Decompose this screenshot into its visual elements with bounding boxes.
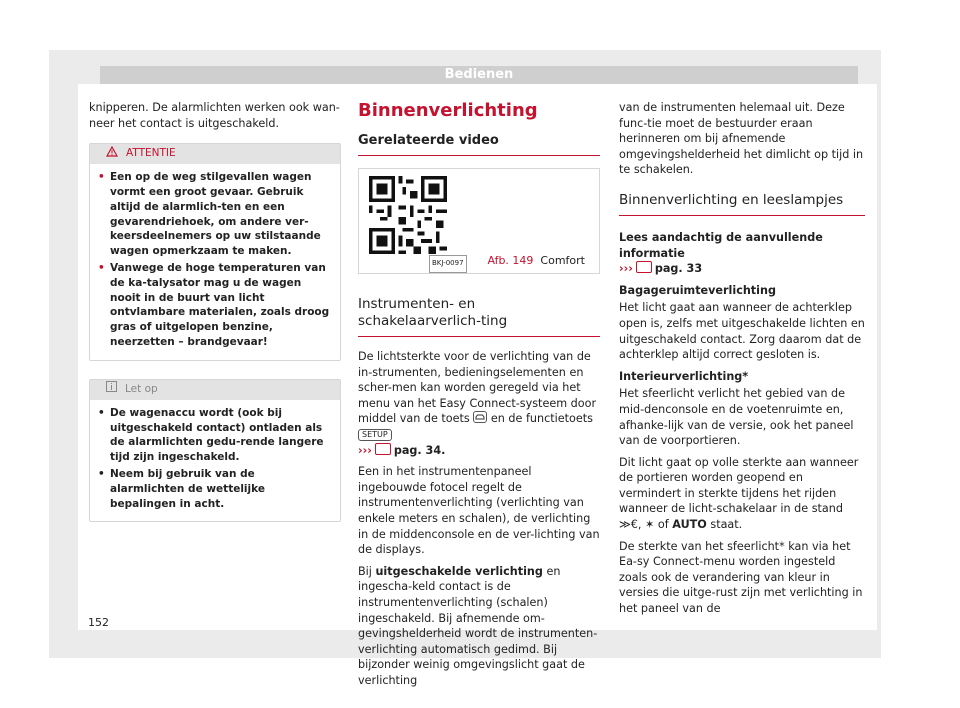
warning-body (90, 164, 340, 360)
warning-box (89, 143, 341, 361)
side-light-icon: ✶ (644, 518, 655, 532)
attention-paragraph: Lees aandachtig de aanvullende informatie ››› pag. 33 (619, 230, 823, 276)
dipped-beam-icon: ≫€, (619, 518, 642, 532)
note-title: Let op (125, 382, 158, 395)
setup-key: SETUP (358, 429, 392, 441)
info-icon (106, 381, 117, 398)
subheading: Interieurverlichting* (619, 369, 749, 383)
qr-code[interactable] (369, 176, 447, 254)
column-1 (89, 100, 341, 522)
note-box (89, 379, 341, 523)
note-header (90, 380, 340, 400)
paragraph: Een in het instrumentenpaneel ingebouwde fotocel regelt de instrumentenverlichting (verlichting van enkele meters en schalen), de verlichting in de middenconsole en de ver-lichting van de displays. (358, 465, 600, 557)
paragraph: Dit licht gaat op volle sterkte aan wanneer de portieren worden geopend en vermindert in sterkte tijdens het rijden wanneer de licht-schakelaar in de stand ≫€, ✶ of AUTO staat. (619, 455, 859, 532)
paragraph: Het sfeerlicht verlicht het gebied van de mid-denconsole en de voetenruimte en, afhanke-lijk van de versie, ook het paneel van de voorportieren. (619, 387, 854, 448)
ref-arrow-icon: ››› (358, 443, 372, 457)
ref-arrow-icon: ››› (619, 262, 633, 276)
figure-code: BKJ-0097 (429, 255, 467, 273)
subheading: Binnenverlichting en leeslampjes (619, 192, 865, 216)
main-heading: Binnenverlichting (358, 100, 538, 121)
column-3 (619, 100, 865, 623)
book-icon (375, 443, 391, 455)
book-icon (636, 261, 652, 273)
warning-header (90, 144, 340, 164)
warning-item: • Een op de weg stilgevallen wagen vormt een groot gevaar. Gebruik altijd de alarmlich-ten en een gevarendriehoek, om andere ver-keersdeelnemers op uw stilstaande wagen opmerkzaam te maken. (98, 171, 321, 258)
figure-caption (487, 253, 585, 269)
paragraph: Het licht gaat aan wanneer de achterklep open is, zelfs met uitgeschakelde lichten en uitgeschakeld contact. Zorg daarom dat de achterklep altijd correct gesloten is. (619, 301, 865, 362)
figure-box (358, 168, 600, 274)
subheading: Bagageruimteverlichting (619, 283, 776, 297)
page-reference[interactable]: pag. 33 (654, 262, 703, 276)
video-heading: Gerelateerde video (358, 132, 600, 156)
paragraph: Bij uitgeschakelde verlichting en ingescha-keld contact is de instrumentenverlichting (schalen) ingeschakeld. Bij afnemende om-gevingshelderheid wordt de instrumenten-verlichting automatisch gedimd. Bij bijzonder weinig omgevingslicht gaat de verlichting (358, 564, 598, 687)
figure-caption-text: Comfort (540, 254, 585, 267)
note-body (90, 400, 340, 522)
figure-label: Afb. 149 (487, 254, 534, 267)
intro-paragraph: knipperen. De alarmlichten werken ook wan-neer het contact is uitgeschakeld. (89, 101, 340, 130)
paragraph: De sterkte van het sfeerlicht* kan via het Ea-sy Connect-menu worden ingesteld zoals ook de verandering van kleur in versies die uitge-rust zijn met verlichting in het paneel van de (619, 539, 863, 616)
auto-icon: AUTO (672, 518, 707, 532)
paragraph: De lichtsterkte voor de verlichting van de in-strumenten, bedieningselementen en scher-men kan worden geregeld via het menu van het Easy Connect-systeem door middel van de toets en de functietoets SETUP ››› pag. 34. (358, 350, 597, 457)
note-item: • De wagenaccu wordt (ook bij uitgeschakeld contact) ontladen als de alarmlichten gedu-rende langere tijd zijn ingeschakeld. (98, 406, 324, 464)
page-number: 152 (88, 616, 109, 629)
paragraph: van de instrumenten helemaal uit. Deze func-tie moet de bestuurder eraan herinneren om bij afnemende omgevingshelderheid het dimlicht op tijd in te schakelen. (619, 101, 864, 177)
section-header: Bedienen (100, 66, 858, 84)
page-reference[interactable]: pag. 34. (393, 443, 446, 457)
car-key-icon (473, 411, 487, 423)
column-2 (358, 100, 600, 694)
warning-triangle-icon (106, 146, 118, 163)
warning-item: • Vanwege de hoge temperaturen van de ka-talysator mag u de wagen nooit in de buurt van licht ontvlambare materialen, zoals droog gras of uitgelopen benzine, neerzetten – brandgevaar! (98, 261, 330, 348)
warning-title: ATTENTIE (126, 147, 176, 160)
section-heading: Instrumenten- en schakelaarverlich-ting (358, 296, 600, 337)
note-item: • Neem bij gebruik van de alarmlichten de wettelijke bepalingen in acht. (98, 467, 265, 510)
